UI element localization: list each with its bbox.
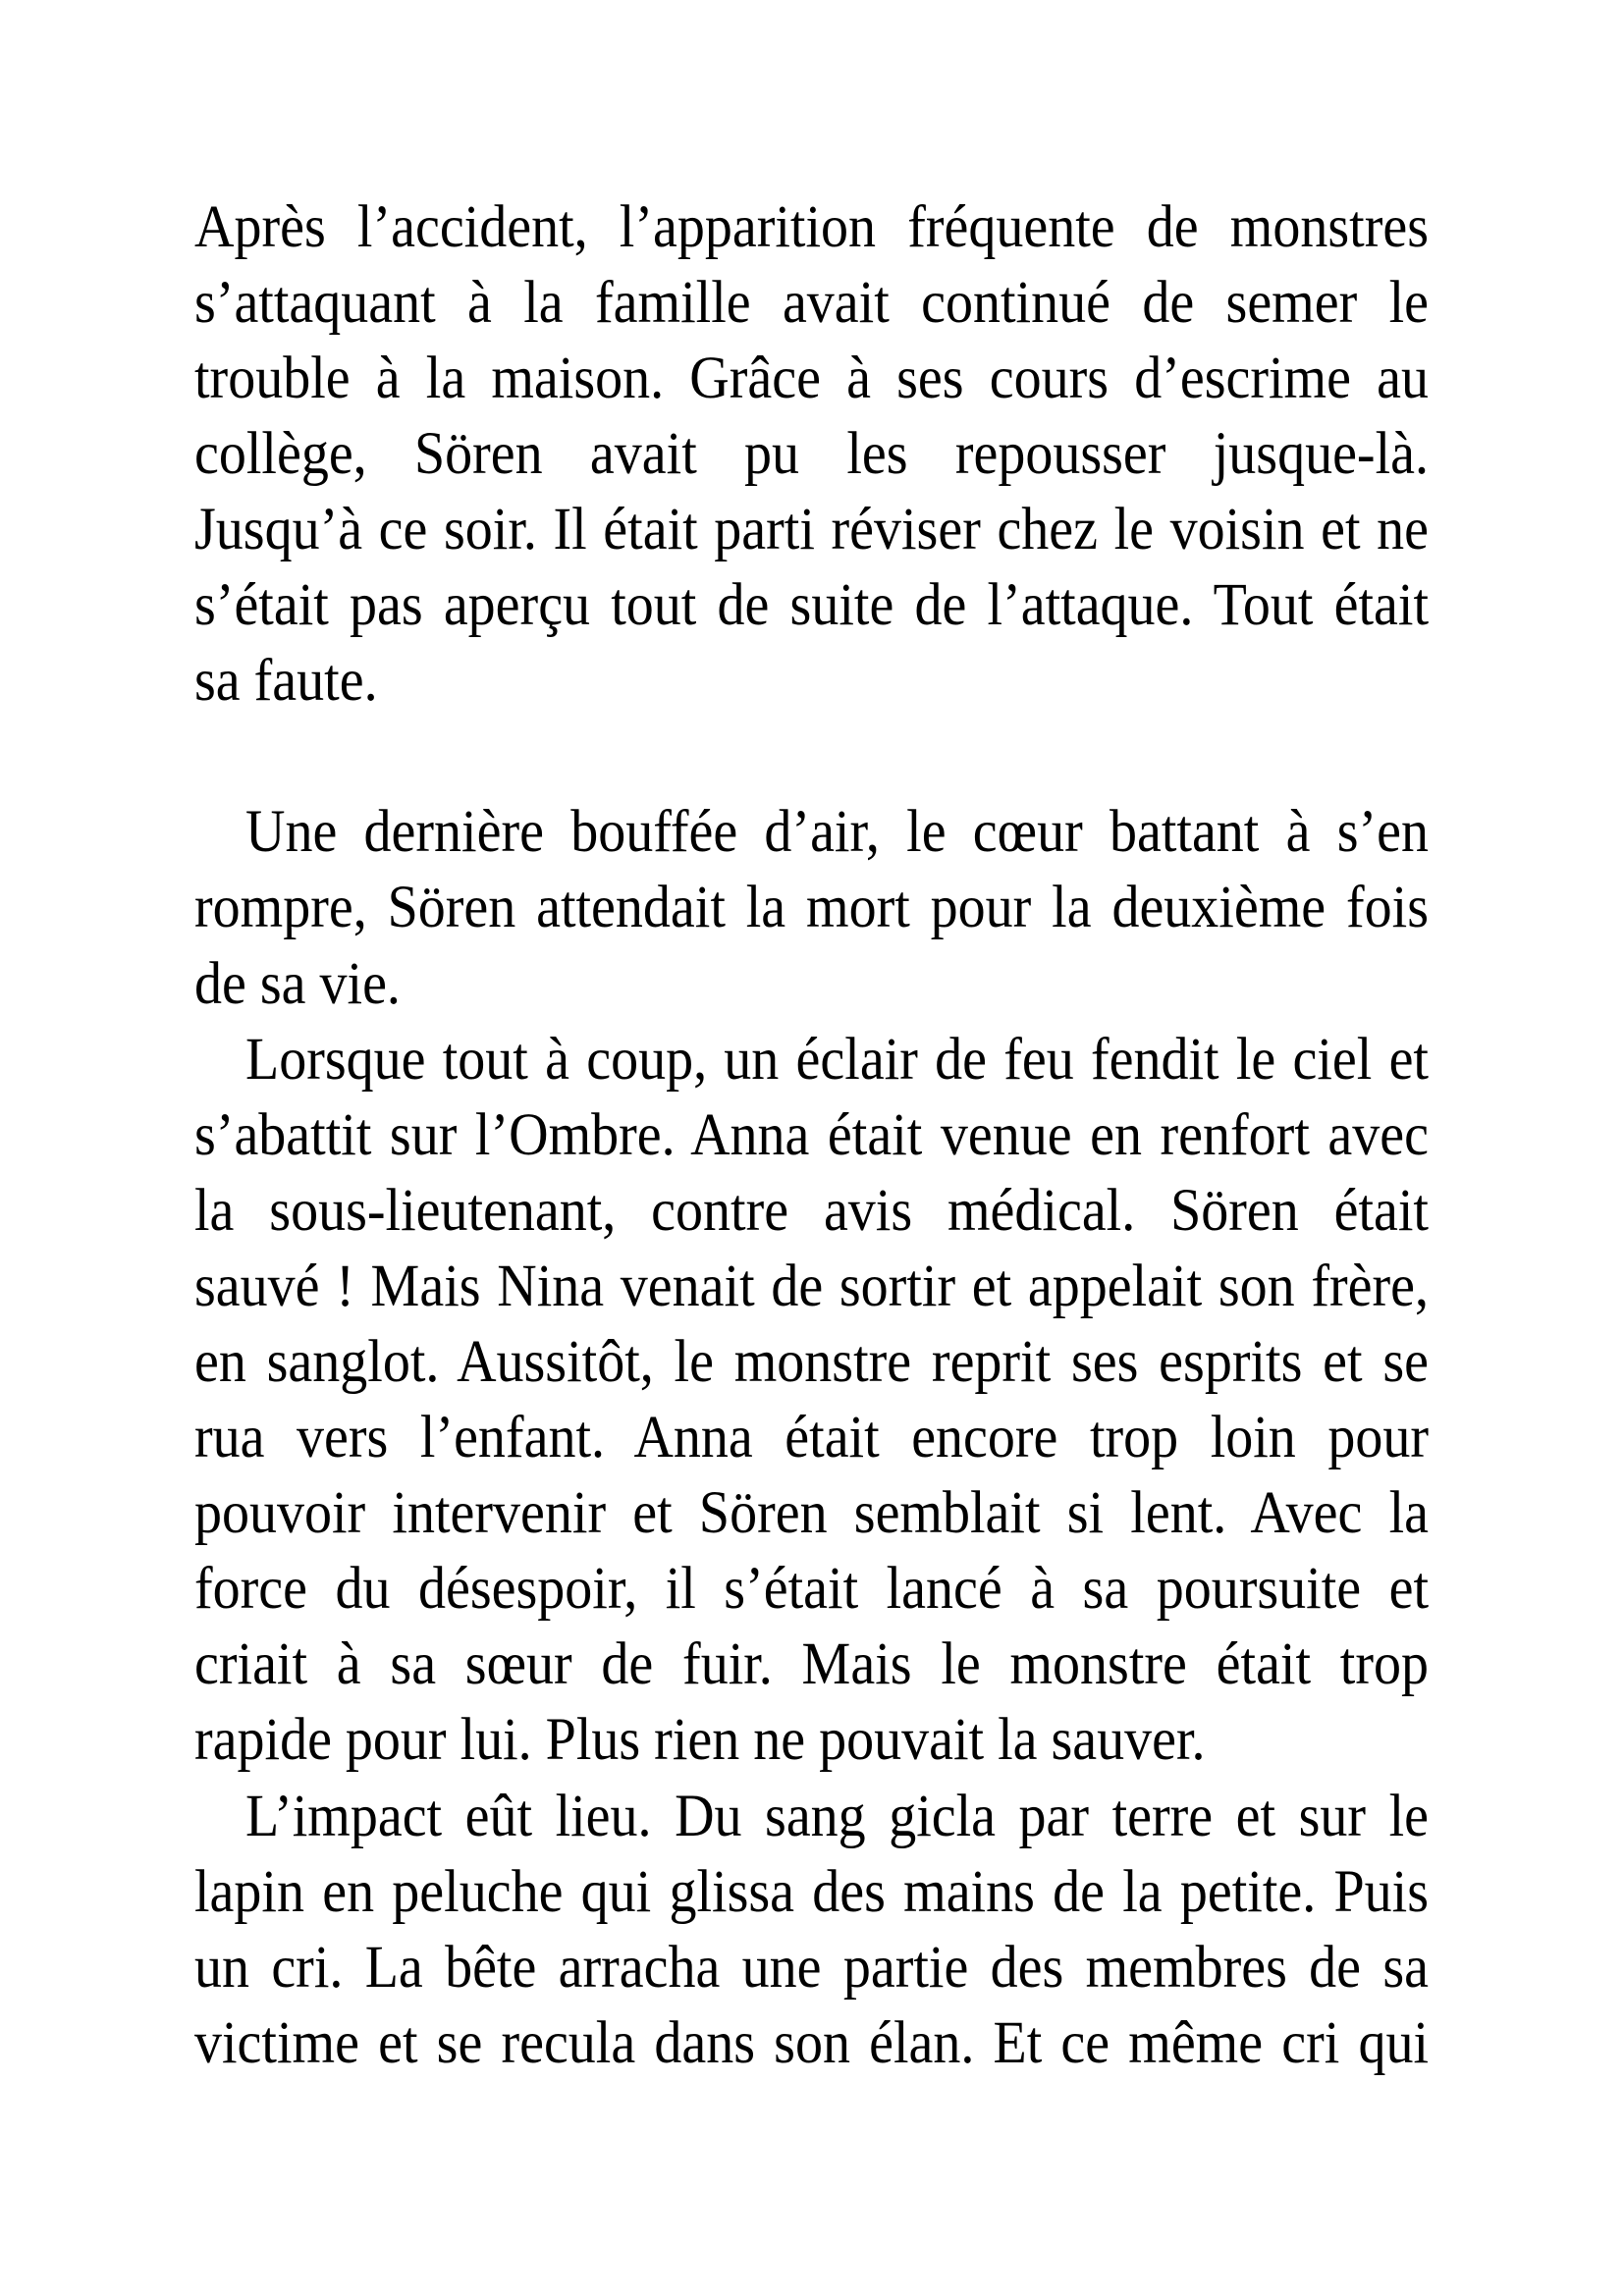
text-line: criait à sa sœur de fuir. Mais le monstre était trop (194, 1630, 1429, 1698)
text-line: trouble à la maison. Grâce à ses cours d’escrime au (194, 344, 1429, 411)
text-line: rompre, Sören attendait la mort pour la deuxième fois (194, 874, 1429, 941)
text-line: en sanglot. Aussitôt, le monstre reprit ses esprits et se (194, 1327, 1429, 1396)
text-line: force du désespoir, il s’était lancé à sa poursuite et (194, 1555, 1429, 1623)
text-line: s’attaquant à la famille avait continué de semer le (194, 268, 1429, 336)
text-line: collège, Sören avait pu les repousser jusque-là. (194, 419, 1429, 488)
text-line: Lorsque tout à coup, un éclair de feu fendit le ciel et (245, 1025, 1429, 1093)
text-line: sa faute. (194, 647, 378, 715)
text-line: L’impact eût lieu. Du sang gicla par terre et sur le (245, 1782, 1429, 1849)
paragraph-4 (194, 1781, 1429, 2083)
text-line: rua vers l’enfant. Anna était encore trop loin pour (194, 1404, 1429, 1471)
text-line: un cri. La bête arracha une partie des membres de sa (194, 1933, 1429, 2001)
text-line: de sa vie. (194, 949, 401, 1017)
body-text (194, 191, 1429, 2083)
text-line: lapin en peluche qui glissa des mains de la petite. Puis (194, 1857, 1429, 1925)
text-line: Après l’accident, l’apparition fréquente de monstres (194, 192, 1429, 260)
text-line: Une dernière bouffée d’air, le cœur battant à s’en (245, 798, 1429, 866)
paragraph-spacer (194, 721, 1429, 796)
text-line: s’était pas aperçu tout de suite de l’attaque. Tout était (194, 571, 1429, 639)
paragraph-2 (194, 796, 1429, 1023)
text-line: s’abattit sur l’Ombre. Anna était venue en renfort avec (194, 1100, 1429, 1168)
text-line: Jusqu’à ce soir. Il était parti réviser chez le voisin et ne (194, 495, 1429, 563)
text-line: victime et se recula dans son élan. Et ce même cri qui (194, 2008, 1429, 2077)
text-line: la sous-lieutenant, contre avis médical. Sören était (194, 1176, 1429, 1244)
paragraph-1 (194, 191, 1429, 721)
text-line: sauvé ! Mais Nina venait de sortir et appelait son frère, (194, 1252, 1429, 1320)
text-line: rapide pour lui. Plus rien ne pouvait la sauver. (194, 1706, 1206, 1774)
text-line: pouvoir intervenir et Sören semblait si lent. Avec la (194, 1479, 1429, 1547)
paragraph-3 (194, 1024, 1429, 1781)
